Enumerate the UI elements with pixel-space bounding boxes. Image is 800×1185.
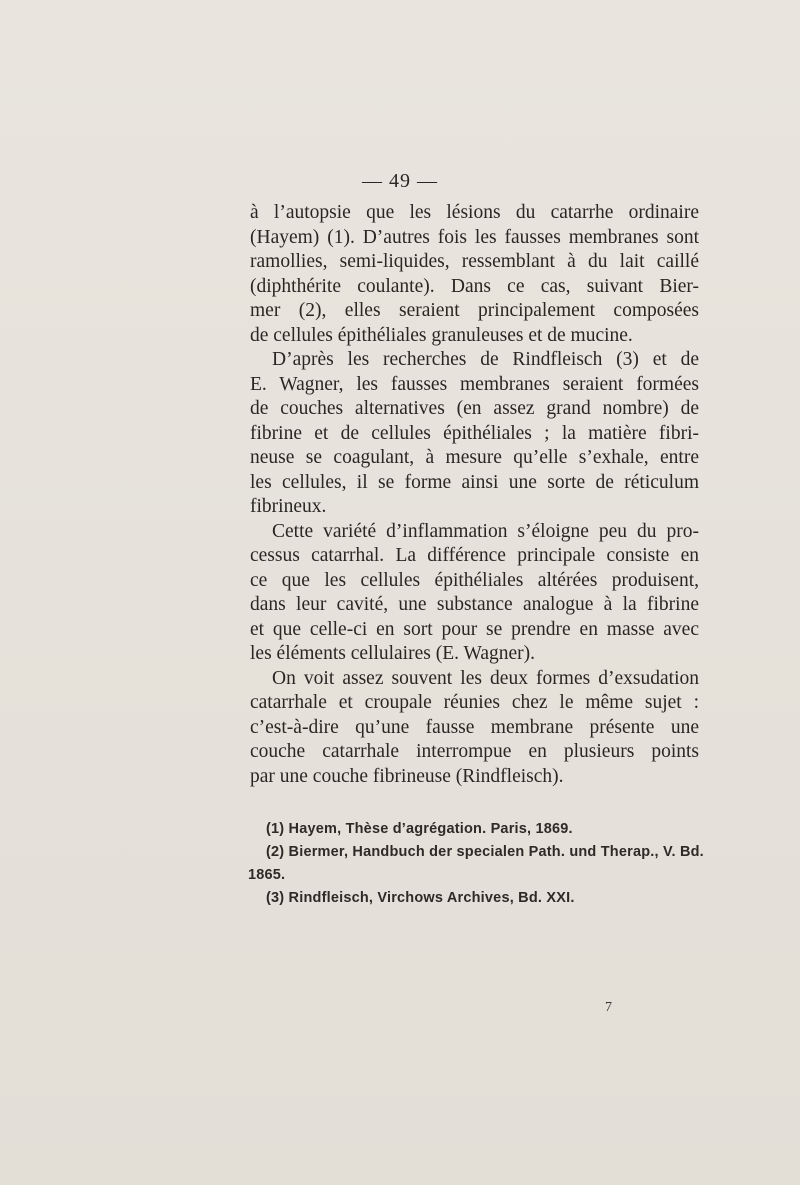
signature-mark: 7: [605, 1000, 612, 1015]
text-line: c’est-à-dire qu’une fausse membrane présente une: [250, 716, 699, 738]
footnote: (3) Rindfleisch, Virchows Archives, Bd. XXI.: [266, 890, 575, 906]
text-line: fibrineux.: [250, 496, 327, 517]
text-line: Cette variété d’inflammation s’éloigne peu du pro-: [272, 520, 699, 542]
text-line: D’après les recherches de Rindfleisch (3) et de: [272, 349, 699, 370]
page-number: — 49 —: [362, 170, 438, 192]
text-line: E. Wagner, les fausses membranes seraient formées: [250, 373, 699, 395]
text-line: catarrhale et croupale réunies chez le même sujet :: [250, 692, 699, 713]
text-line: cessus catarrhal. La différence principale consiste en: [250, 545, 699, 566]
text-line: dans leur cavité, une substance analogue à la fibrine: [250, 594, 699, 615]
text-line: et que celle-ci en sort pour se prendre en masse avec: [250, 618, 699, 640]
text-line: de couches alternatives (en assez grand nombre) de: [250, 398, 699, 419]
text-line: mer (2), elles seraient principalement composées: [250, 300, 699, 321]
text-line: par une couche fibrineuse (Rindfleisch).: [250, 765, 564, 787]
footnote-continuation: 1865.: [248, 867, 286, 883]
text-line: couche catarrhale interrompue en plusieurs points: [250, 741, 699, 762]
text-line: neuse se coagulant, à mesure qu’elle s’exhale, entre: [250, 447, 699, 468]
text-line: ce que les cellules épithéliales altérées produisent,: [250, 569, 699, 591]
text-line: les éléments cellulaires (E. Wagner).: [250, 643, 536, 664]
text-line: On voit assez souvent les deux formes d’exsudation: [272, 667, 699, 689]
text-line: à l’autopsie que les lésions du catarrhe ordinaire: [250, 202, 699, 223]
text-line: fibrine et de cellules épithéliales ; la matière fibri-: [250, 422, 699, 444]
text-line: les cellules, il se forme ainsi une sorte de réticulum: [250, 471, 699, 493]
text-line: (Hayem) (1). D’autres fois les fausses membranes sont: [250, 226, 699, 248]
text-line: ramollies, semi-liquides, ressemblant à du lait caillé: [250, 251, 699, 272]
text-line: (diphthérite coulante). Dans ce cas, suivant Bier-: [250, 275, 699, 297]
footnote: (1) Hayem, Thèse d’agrégation. Paris, 1869.: [266, 821, 573, 837]
body-text: [250, 201, 699, 789]
footnotes: [248, 818, 704, 910]
footnote: (2) Biermer, Handbuch der specialen Path. und Therap., V. Bd.: [266, 844, 704, 860]
text-line: de cellules épithéliales granuleuses et de mucine.: [250, 324, 633, 346]
